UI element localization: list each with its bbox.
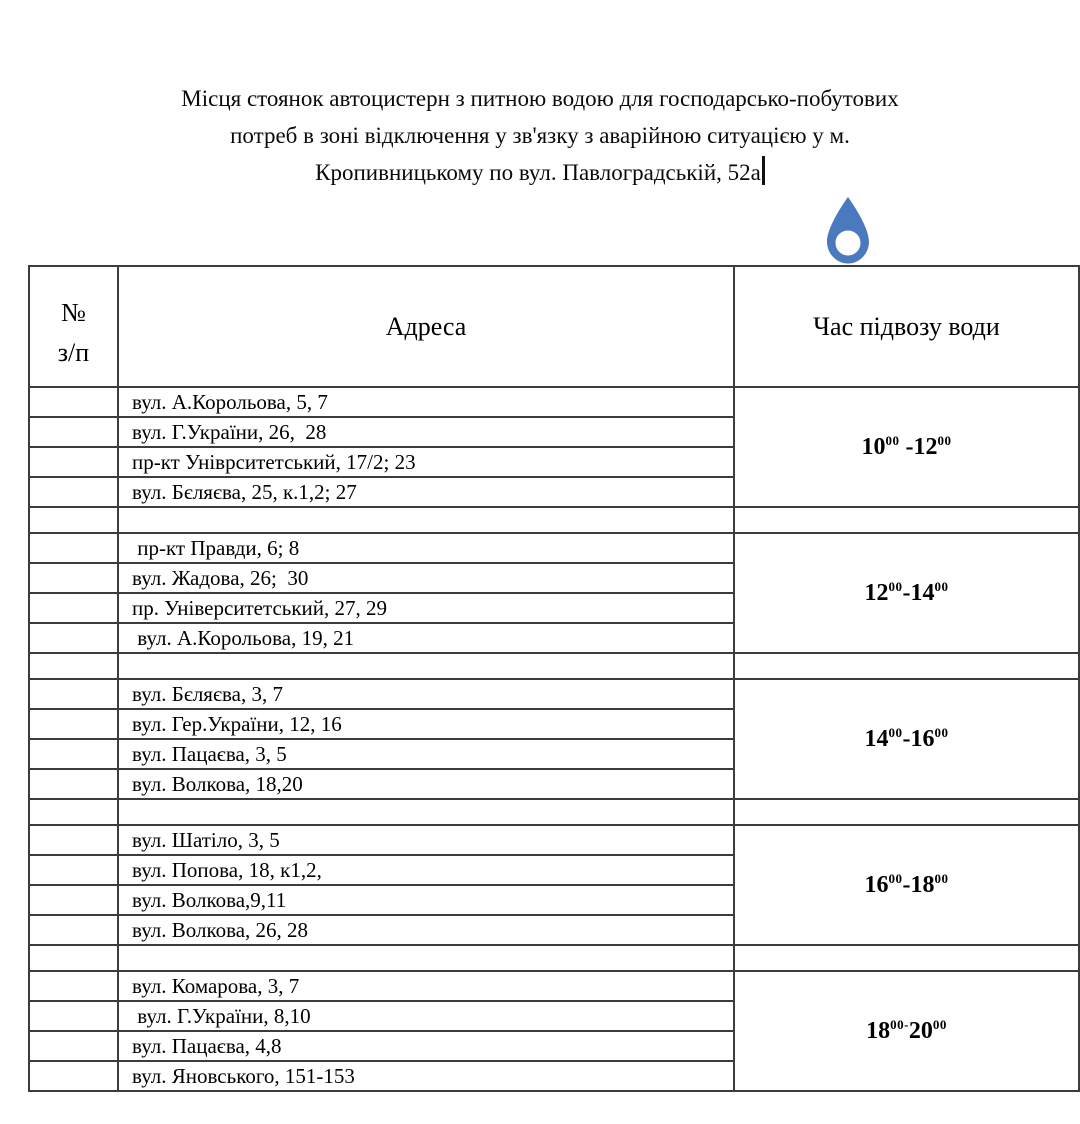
spacer-cell bbox=[734, 653, 1079, 679]
spacer-cell bbox=[29, 799, 118, 825]
address-cell: вул. Комарова, 3, 7 bbox=[118, 971, 734, 1001]
table-row bbox=[29, 679, 1079, 709]
row-number-cell bbox=[29, 477, 118, 507]
time-cell bbox=[734, 825, 1079, 945]
spacer-row bbox=[29, 945, 1079, 971]
row-number-cell bbox=[29, 769, 118, 799]
table-row bbox=[29, 825, 1079, 855]
spacer-cell bbox=[118, 507, 734, 533]
spacer-cell bbox=[29, 507, 118, 533]
time-part: 16 bbox=[910, 725, 935, 752]
row-number-cell bbox=[29, 855, 118, 885]
time-part: 10 bbox=[861, 433, 886, 460]
row-number-cell bbox=[29, 533, 118, 563]
row-number-cell bbox=[29, 971, 118, 1001]
spacer-cell bbox=[734, 945, 1079, 971]
time-cell bbox=[734, 679, 1079, 799]
water-drop-icon bbox=[817, 196, 879, 266]
spacer-cell bbox=[118, 945, 734, 971]
spacer-cell bbox=[118, 653, 734, 679]
time-part: 18 bbox=[910, 871, 935, 898]
spacer-row bbox=[29, 799, 1079, 825]
spacer-cell bbox=[734, 507, 1079, 533]
col-header-number bbox=[29, 266, 118, 387]
table-row bbox=[29, 533, 1079, 563]
address-cell: вул. Яновського, 151-153 bbox=[118, 1061, 734, 1091]
row-number-cell bbox=[29, 709, 118, 739]
row-number-cell bbox=[29, 387, 118, 417]
time-superscript: 00 bbox=[888, 724, 903, 740]
col-header-address: Адреса bbox=[118, 266, 734, 387]
address-cell: вул. Бєляєва, 3, 7 bbox=[118, 679, 734, 709]
address-cell: вул. Бєляєва, 25, к.1,2; 27 bbox=[118, 477, 734, 507]
time-superscript: 00 bbox=[932, 1016, 947, 1032]
row-number-cell bbox=[29, 885, 118, 915]
row-number-cell bbox=[29, 1061, 118, 1091]
col-header-number-line1: № bbox=[61, 297, 86, 327]
time-part: 14 bbox=[864, 725, 889, 752]
spacer-cell bbox=[118, 799, 734, 825]
time-part: 20 bbox=[908, 1017, 933, 1044]
row-number-cell bbox=[29, 593, 118, 623]
time-part: 14 bbox=[910, 579, 935, 606]
time-superscript: 00 bbox=[888, 870, 903, 886]
spacer-cell bbox=[29, 653, 118, 679]
time-superscript: 00 bbox=[888, 578, 903, 594]
time-superscript: 00 bbox=[885, 432, 900, 448]
address-cell: вул. Г.України, 8,10 bbox=[118, 1001, 734, 1031]
col-header-time: Час підвозу води bbox=[734, 266, 1079, 387]
time-superscript: 00- bbox=[890, 1016, 909, 1032]
row-number-cell bbox=[29, 447, 118, 477]
time-cell bbox=[734, 387, 1079, 507]
time-cell bbox=[734, 971, 1079, 1091]
address-cell: вул. Попова, 18, к1,2, bbox=[118, 855, 734, 885]
address-cell: вул. Волкова, 18,20 bbox=[118, 769, 734, 799]
spacer-row bbox=[29, 507, 1079, 533]
address-cell: вул. Г.України, 26, 28 bbox=[118, 417, 734, 447]
row-number-cell bbox=[29, 739, 118, 769]
row-number-cell bbox=[29, 1031, 118, 1061]
row-number-cell bbox=[29, 825, 118, 855]
time-part: 18 bbox=[866, 1017, 891, 1044]
time-separator: - bbox=[902, 871, 911, 898]
document-title-line-1: Місця стоянок автоцистерн з питною водою для господарсько-побутових bbox=[181, 86, 899, 111]
water-drop-svg bbox=[817, 196, 879, 266]
col-header-number-line2: з/п bbox=[57, 337, 90, 367]
time-superscript: 00 bbox=[934, 870, 949, 886]
time-separator: - bbox=[902, 725, 911, 752]
text-cursor bbox=[762, 156, 765, 185]
address-cell: вул. Шатіло, 3, 5 bbox=[118, 825, 734, 855]
address-cell: вул. А.Корольова, 19, 21 bbox=[118, 623, 734, 653]
address-cell: вул. Пацаєва, 4,8 bbox=[118, 1031, 734, 1061]
time-superscript: 00 bbox=[934, 578, 949, 594]
row-number-cell bbox=[29, 417, 118, 447]
address-cell: вул. Волкова,9,11 bbox=[118, 885, 734, 915]
table-row bbox=[29, 971, 1079, 1001]
row-number-cell bbox=[29, 679, 118, 709]
table-header-row bbox=[29, 266, 1079, 387]
address-cell: вул. А.Корольова, 5, 7 bbox=[118, 387, 734, 417]
document-title-line-3 bbox=[30, 154, 1050, 191]
document-title bbox=[30, 80, 1050, 191]
time-part: 16 bbox=[864, 871, 889, 898]
table-row bbox=[29, 387, 1079, 417]
time-cell bbox=[734, 533, 1079, 653]
spacer-row bbox=[29, 653, 1079, 679]
row-number-cell bbox=[29, 1001, 118, 1031]
address-cell: вул. Гер.України, 12, 16 bbox=[118, 709, 734, 739]
row-number-cell bbox=[29, 623, 118, 653]
address-cell: вул. Жадова, 26; 30 bbox=[118, 563, 734, 593]
spacer-cell bbox=[29, 945, 118, 971]
time-superscript: 00 bbox=[934, 724, 949, 740]
row-number-cell bbox=[29, 563, 118, 593]
address-cell: пр. Університетський, 27, 29 bbox=[118, 593, 734, 623]
document-title-line-3-text: Кропивницькому по вул. Павлоградській, 52а bbox=[315, 160, 761, 185]
time-separator: - bbox=[899, 433, 914, 460]
water-schedule-table bbox=[28, 265, 1080, 1092]
time-part: 12 bbox=[864, 579, 889, 606]
time-superscript: 00 bbox=[937, 432, 952, 448]
time-part: 12 bbox=[913, 433, 938, 460]
address-cell: пр-кт Уніврситетський, 17/2; 23 bbox=[118, 447, 734, 477]
address-cell: вул. Пацаєва, 3, 5 bbox=[118, 739, 734, 769]
address-cell: пр-кт Правди, 6; 8 bbox=[118, 533, 734, 563]
row-number-cell bbox=[29, 915, 118, 945]
spacer-cell bbox=[734, 799, 1079, 825]
document-title-line-2: потреб в зоні відключення у зв'язку з аварійною ситуацією у м. bbox=[230, 123, 850, 148]
time-separator: - bbox=[902, 579, 911, 606]
address-cell: вул. Волкова, 26, 28 bbox=[118, 915, 734, 945]
